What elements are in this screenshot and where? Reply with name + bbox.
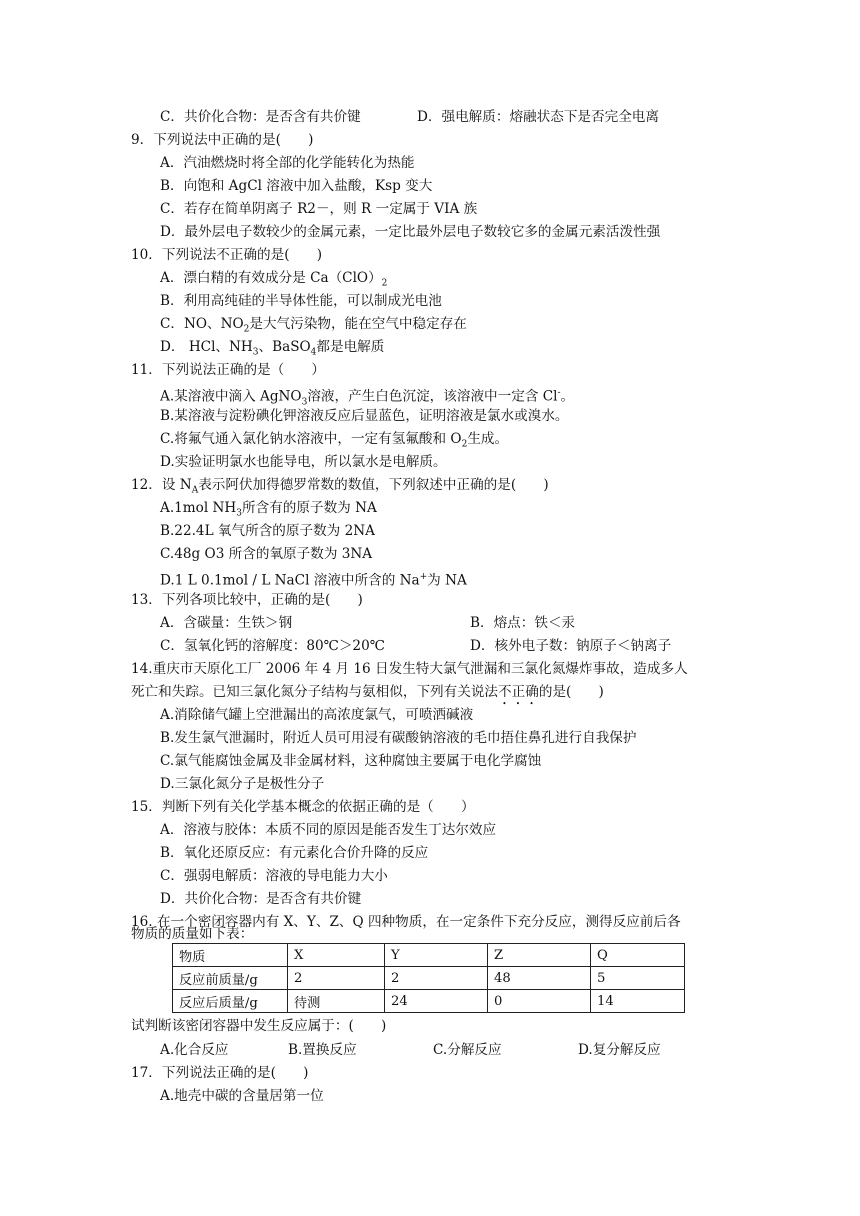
table-cell: 14 bbox=[591, 990, 685, 1013]
question-11: 11．下列说法正确的是（ ） bbox=[131, 362, 326, 378]
question-13-option-b: B．熔点：铁＜汞 bbox=[470, 615, 576, 631]
question-14-option-c: C.氯气能腐蚀金属及非金属材料，这种腐蚀主要属于电化学腐蚀 bbox=[160, 753, 542, 769]
table-cell: 0 bbox=[488, 990, 591, 1013]
table-row bbox=[173, 967, 685, 990]
question-12-option-d: D.1 L 0.1mol / L NaCl 溶液中所含的 Na+为 NA bbox=[160, 572, 467, 589]
table-cell: 2 bbox=[385, 967, 488, 990]
question-11-option-b: B.某溶液与淀粉碘化钾溶液反应后显蓝色，证明溶液是氯水或溴水。 bbox=[160, 408, 569, 424]
question-14-option-a: A.消除储气罐上空泄漏出的高浓度氯气，可喷洒碱液 bbox=[160, 707, 474, 723]
question-14-continued: 死亡和失踪。已知三氯化氮分子结构与氨相似，下列有关说法不正确的是( ) bbox=[131, 684, 604, 700]
question-11-option-d: D.实验证明氯水也能导电，所以氯水是电解质。 bbox=[160, 454, 447, 470]
question-13-option-a: A．含碳量：生铁＞钢 bbox=[160, 615, 293, 631]
question-10: 10．下列说法不正确的是( ) bbox=[131, 247, 323, 263]
table-header-row bbox=[173, 944, 685, 967]
question-15-option-a: A．溶液与胶体：本质不同的原因是能否发生丁达尔效应 bbox=[160, 822, 497, 838]
table-cell: 待测 bbox=[288, 990, 385, 1013]
option-line: C．共价化合物：是否含有共价键 bbox=[160, 109, 361, 125]
question-12: 12．设 $N_A$表示阿伏加得德罗常数的数值，下列叙述中正确的是( ) bbox=[131, 477, 549, 496]
question-10-option-c: C．NO、$NO_2$是大气污染物，能在空气中稳定存在 bbox=[160, 316, 467, 335]
question-13-option-c: C．氢氧化钙的溶解度：80℃＞20℃ bbox=[160, 638, 385, 654]
question-10-option-a: A．漂白精的有效成分是 $Ca(ClO)_2$ bbox=[160, 270, 388, 289]
table-cell: 48 bbox=[488, 967, 591, 990]
question-9-option-d: D．最外层电子数较少的金属元素，一定比最外层电子数较它多的金属元素活泼性强 bbox=[160, 224, 661, 240]
option-line: D．强电解质：熔融状态下是否完全电离 bbox=[417, 109, 659, 125]
table-cell: 5 bbox=[591, 967, 685, 990]
question-15-option-b: B．氧化还原反应：有元素化合价升降的反应 bbox=[160, 845, 429, 861]
question-13-option-d: D．核外电子数：钠原子＜钠离子 bbox=[470, 638, 672, 654]
question-14: 14.重庆市天原化工厂 2006 年 4 月 16 日发生特大氯气泄漏和三氯化氮爆炸事故，造成多人 bbox=[131, 661, 688, 677]
table-cell: 物质 bbox=[173, 944, 288, 967]
question-9-option-c: C．若存在简单阴离子 R2－，则 R 一定属于 VIA 族 bbox=[160, 201, 478, 217]
question-16-option-a: A.化合反应 bbox=[160, 1042, 229, 1058]
question-16-line2: 物质的质量如下表： bbox=[131, 926, 254, 942]
question-16-option-b: B.置换反应 bbox=[288, 1042, 357, 1058]
question-14-option-b: B.发生氯气泄漏时，附近人员可用浸有碳酸钠溶液的毛巾捂住鼻孔进行自我保护 bbox=[160, 730, 637, 746]
table-cell: 反应后质量/g bbox=[173, 990, 288, 1013]
question-9-option-b: B．向饱和 AgCl 溶液中加入盐酸，Ksp 变大 bbox=[160, 178, 433, 194]
table-cell: 24 bbox=[385, 990, 488, 1013]
question-11-option-c: C.将氟气通入氯化钠水溶液中，一定有氢氟酸和 $O_2$生成。 bbox=[160, 431, 509, 450]
question-13: 13．下列各项比较中，正确的是( ) bbox=[131, 592, 363, 608]
question-16-option-d: D.复分解反应 bbox=[578, 1042, 661, 1058]
question-9: 9．下列说法中正确的是( ) bbox=[131, 132, 314, 148]
question-12-option-b: B.22.4L 氧气所含的原子数为 2NA bbox=[160, 523, 375, 539]
question-17-option-a: A.地壳中碳的含量居第一位 bbox=[160, 1088, 324, 1104]
question-16-prompt: 试判断该密闭容器中发生反应属于：( ) bbox=[131, 1018, 387, 1034]
question-16: 16. 在一个密闭容器内有 X、Y、Z、Q 四种物质，在一定条件下充分反应，测得反应前后各 bbox=[131, 914, 681, 930]
question-12-option-a: A.1mol $NH_3$所含有的原子数为 NA bbox=[160, 500, 377, 519]
table-cell: 2 bbox=[288, 967, 385, 990]
mass-table bbox=[172, 943, 685, 1013]
question-15-option-c: C．强弱电解质：溶液的导电能力大小 bbox=[160, 868, 388, 884]
table-cell: Q bbox=[591, 944, 685, 967]
question-16-option-c: C.分解反应 bbox=[433, 1042, 502, 1058]
question-15-option-d: D．共价化合物：是否含有共价键 bbox=[160, 891, 362, 907]
table-cell: Y bbox=[385, 944, 488, 967]
question-17: 17．下列说法正确的是( ) bbox=[131, 1065, 309, 1081]
question-10-option-d: D． HCl、$NH_3$、BaSO$_4$都是电解质 bbox=[160, 339, 385, 358]
question-9-option-a: A．汽油燃烧时将全部的化学能转化为热能 bbox=[160, 155, 415, 171]
question-11-option-a: A.某溶液中滴入 AgNO$_3$溶液，产生白色沉淀，该溶液中一定含 Cl-。 bbox=[160, 388, 575, 408]
table-row bbox=[173, 990, 685, 1013]
emphasis-not-correct: 不正确 bbox=[498, 684, 539, 700]
question-14-option-d: D.三氯化氮分子是极性分子 bbox=[160, 776, 325, 792]
question-12-option-c: C.48g O3 所含的氧原子数为 3NA bbox=[160, 546, 373, 562]
table-cell: X bbox=[288, 944, 385, 967]
table-cell: Z bbox=[488, 944, 591, 967]
question-10-option-b: B．利用高纯硅的半导体性能，可以制成光电池 bbox=[160, 293, 442, 309]
table-cell: 反应前质量/g bbox=[173, 967, 288, 990]
question-15: 15．判断下列有关化学基本概念的依据正确的是（ ） bbox=[131, 799, 475, 815]
